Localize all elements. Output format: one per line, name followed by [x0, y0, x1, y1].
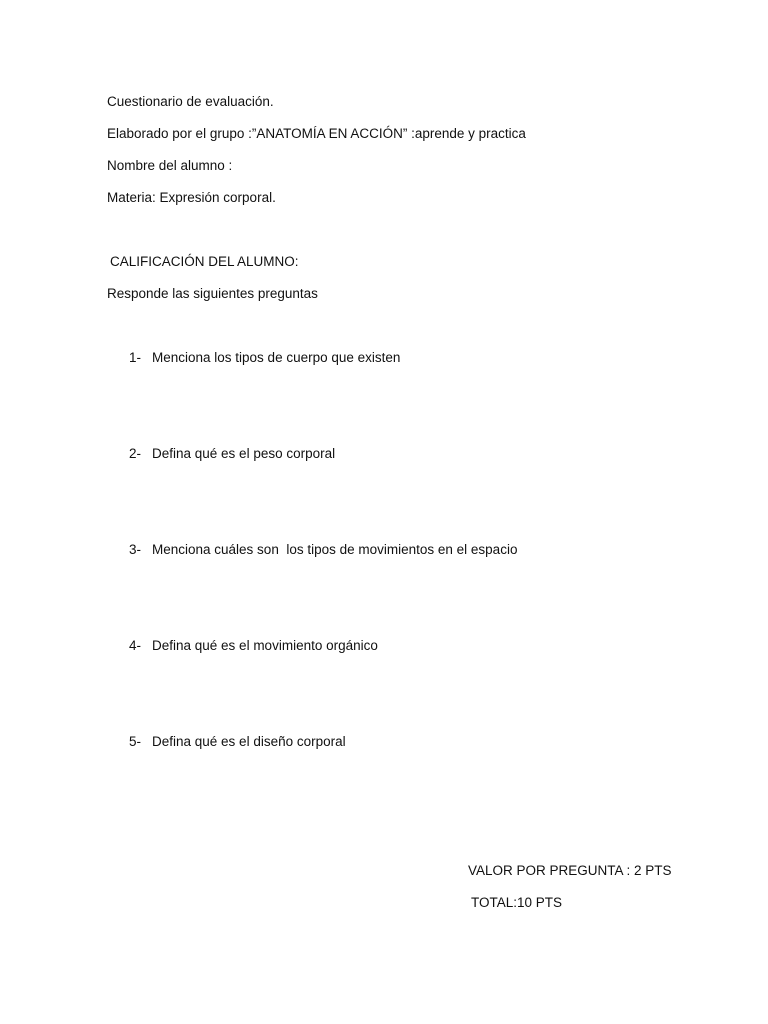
question-number: 1- [129, 350, 142, 365]
student-name-label: Nombre del alumno : [107, 158, 233, 173]
question-number: 3- [129, 542, 142, 557]
instructions-line: Responde las siguientes preguntas [107, 286, 318, 301]
document-title: Cuestionario de evaluación. [107, 94, 274, 109]
question-text: Menciona los tipos de cuerpo que existen [152, 350, 401, 365]
value-per-question: VALOR POR PREGUNTA : 2 PTS [468, 863, 672, 878]
question-number: 4- [129, 638, 142, 653]
subject-line: Materia: Expresión corporal. [107, 190, 276, 205]
question-number: 2- [129, 446, 142, 461]
group-line: Elaborado por el grupo :”ANATOMÍA EN ACCIÓN” :aprende y practica [107, 126, 526, 141]
question-number: 5- [129, 734, 142, 749]
question-text: Menciona cuáles son los tipos de movimientos en el espacio [152, 542, 518, 557]
total-points: TOTAL:10 PTS [471, 895, 563, 910]
question-text: Defina qué es el movimiento orgánico [152, 638, 378, 653]
question-text: Defina qué es el peso corporal [152, 446, 336, 461]
grade-label: CALIFICACIÓN DEL ALUMNO: [110, 254, 299, 269]
question-text: Defina qué es el diseño corporal [152, 734, 346, 749]
